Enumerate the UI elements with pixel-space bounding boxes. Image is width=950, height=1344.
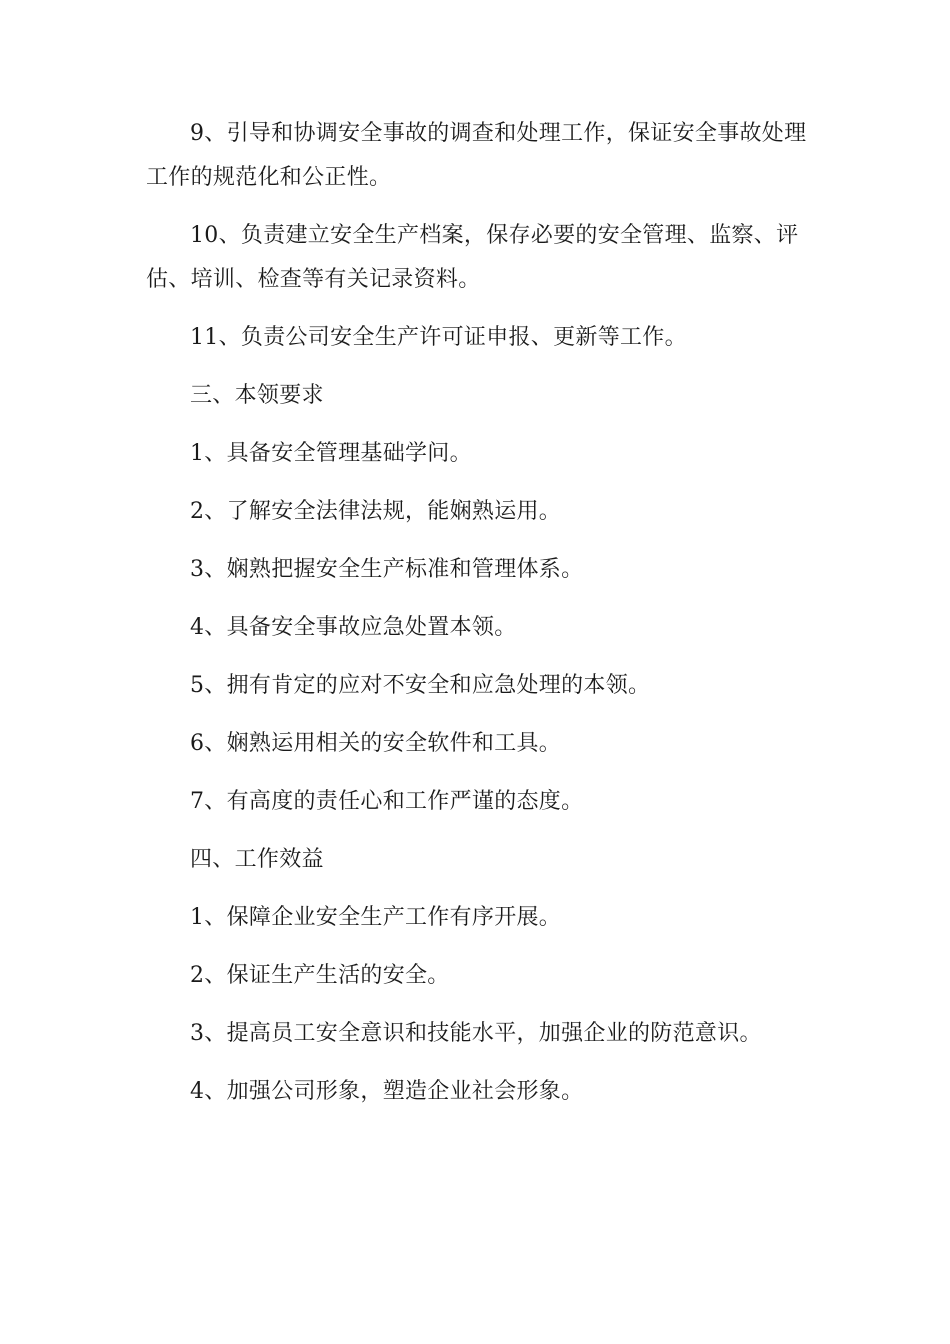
paragraph-benefit-3: 3、提高员工安全意识和技能水平，加强企业的防范意识。 xyxy=(190,1021,762,1046)
paragraph-skill-4: 4、具备安全事故应急处置本领。 xyxy=(190,615,517,640)
paragraph-skill-1: 1、具备安全管理基础学问。 xyxy=(190,441,472,466)
paragraph-item-9: 9、引导和协调安全事故的调查和处理工作，保证安全事故处理工作的规范化和公正性。 xyxy=(146,121,807,190)
paragraph-skill-3: 3、娴熟把握安全生产标准和管理体系。 xyxy=(190,557,584,582)
paragraph-item-10: 10、负责建立安全生产档案，保存必要的安全管理、监察、评估、培训、检查等有关记录资料。 xyxy=(146,223,799,292)
paragraph-benefit-2: 2、保证生产生活的安全。 xyxy=(190,963,450,988)
section-heading-skills: 三、本领要求 xyxy=(190,383,324,408)
paragraph-item-11: 11、负责公司安全生产许可证申报、更新等工作。 xyxy=(190,325,687,350)
paragraph-skill-5: 5、拥有肯定的应对不安全和应急处理的本领。 xyxy=(190,673,651,698)
paragraph-skill-6: 6、娴熟运用相关的安全软件和工具。 xyxy=(190,731,562,756)
paragraph-skill-2: 2、了解安全法律法规，能娴熟运用。 xyxy=(190,499,562,524)
paragraph-benefit-4: 4、加强公司形象，塑造企业社会形象。 xyxy=(190,1079,584,1104)
document-body xyxy=(146,112,811,1128)
paragraph-benefit-1: 1、保障企业安全生产工作有序开展。 xyxy=(190,905,562,930)
section-heading-benefits: 四、工作效益 xyxy=(190,847,324,872)
paragraph-skill-7: 7、有高度的责任心和工作严谨的态度。 xyxy=(190,789,584,814)
